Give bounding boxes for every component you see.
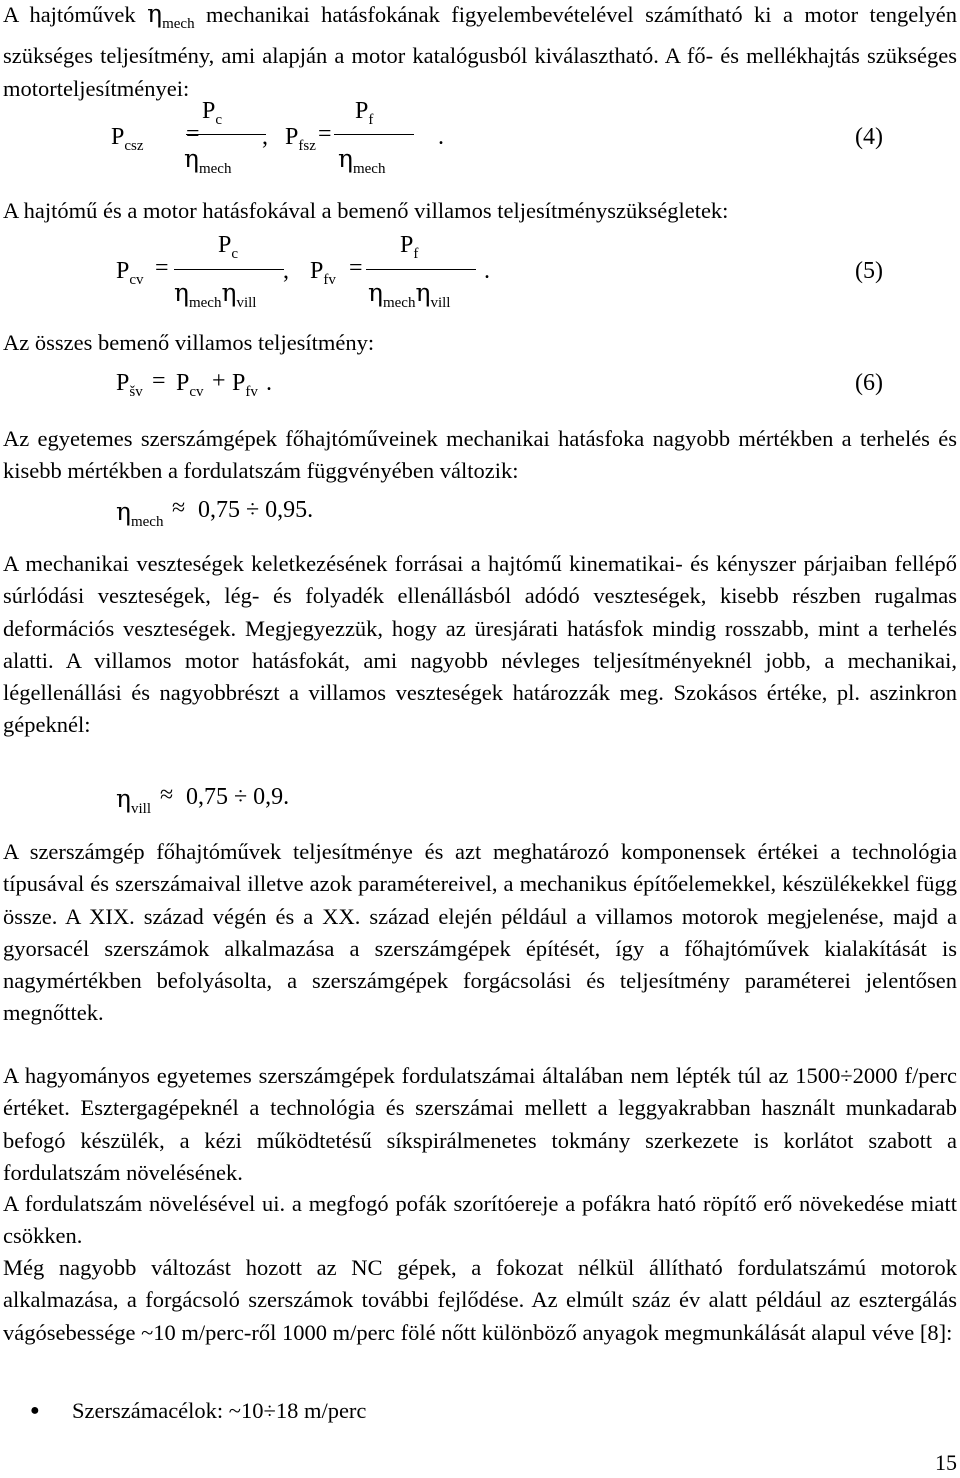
paragraph-main-drive-power: A szerszámgép főhajtóművek teljesítménye és azt meghatározó komponensek értékei a technológia típusával és szerszámaival illetve azok paramétereivel, a mechanikus építőelemekkel, készülékekkel függ össze. A XIX. század végén és a XX. század elején például a villamos motorok megjelenése, majd a gyorsacél szerszámok alkalmazása a szerszámgépek építését, így a főhajtóművek kialakítását is nagymértékben befolyásolta, a szerszámgépek forgácsolási és teljesítmény paraméterei jelentősen megnőttek. <box>3 839 957 1026</box>
paragraph-spindle-speeds: A hagyományos egyetemes szerszámgépek fordulatszámai általában nem lépték túl az 1500÷2000 f/perc értéket. Esztergagépeknél a technológia és szerszámai mellett a leggyakrabban használt munkadarab befogó készülék, a kézi működtetésű síkspirálmenetes tokmány szerkezete is korlátot szabott a fordulatszám növelésének. <box>3 1063 957 1185</box>
paragraph-universal-machines: Az egyetemes szerszámgépek főhajtóműveinek mechanikai hatásfoka nagyobb mértékben a terhelés és kisebb mértékben a fordulatszám függvényében változik: <box>3 426 957 484</box>
paragraph-input-power: A hajtómű és a motor hatásfokával a bemenő villamos teljesítményszükségletek: <box>3 198 729 223</box>
page-number: 15 <box>935 1450 957 1475</box>
equation-number-6: (6) <box>855 370 883 396</box>
paragraph-mechanical-losses: A mechanikai veszteségek keletkezésének forrásai a hajtómű kinematikai- és kényszer párjaiban fellépő súrlódási veszteségek, lég- és folyadék ellenállásból adódó veszteségek, kisebb részben rugalmas deformációs veszteségek. Megjegyezzük, hogy az üresjárati hatásfok mindig rosszabb, mint a terhelés alatti. A villamos motor hatásfokát, ami nagyobb névleges teljesítményeknél jobb, a mechanikai, légellenállási és nagyobbrészt a villamos veszteségek határozzák meg. Szokásos értéke, pl. aszinkron gépeknél: <box>3 551 957 738</box>
paragraph-nc-machines: Még nagyobb változást hozott az NC gépek, a fokozat nélkül állítható fordulatszámú motorok alkalmazása, a forgácsoló szerszámok további fejlődése. Az elmúlt száz év alatt például az esztergálás vágósebessége ~10 m/perc-ről 1000 m/perc fölé nőtt különböző anyagok megmunkálását alapul véve [8]: <box>3 1255 957 1345</box>
paragraph-intro: A hajtóművek $\eta_{mech}$ mechanikai hatásfokának figyelembevételével számítható ki a motor tengelyén szükséges teljesítmény, ami alapján a motor katalógusból kiválasztható. A fő- és mellékhajtás szükséges motorteljesítményei: <box>3 0 958 101</box>
document-page: A hajtóművek $\eta_{mech}$ mechanikai hatásfokának figyelembevételével számítható ki a motor tengelyén szükséges teljesítmény, ami alapján a motor katalógusból kiválasztható. A fő- és mellékhajtás szükséges motorteljesítményei: $P_{csz}$ = $P_c$ $\eta_{mech}$ , $P_{fsz}$ = $P_f$ $\eta_{mech}$ . (4) A hajtómű és a motor hatásfokával a bemenő villamos teljesítményszükségletek: $P_{cv}$ = $P_c$ $\eta_{mech}\eta_{vill}$ , $P_{fv}$ = $P_f$ $\eta_{mech}\eta_{vill}$ . (5) Az összes bemenő villamos teljesítmény: $P_{šv}$ = $P_{cv}$ + $P_{fv}$ . (6) Az egyetemes szerszámgépek főhajtóműveinek mechanikai hatásfoka nagyobb mértékben a terhelés és kisebb mértékben a fordulatszám függvényében változik: $\eta_{mech}$ ≈ 0,75 ÷ 0,95. A mechanikai veszteségek keletkezésének forrásai a hajtómű kinematikai- és kényszer párjaiban fellépő súrlódási veszteségek, lég- és folyadék ellenállásból adódó veszteségek, kisebb részben rugalmas deformációs veszteségek. Megjegyezzük, hogy az üresjárati hatásfok mindig rosszabb, mint a terhelés alatti. A villamos motor hatásfokát, ami nagyobb névleges teljesítményeknél jobb, a mechanikai, légellenállási és nagyobbrészt a villamos veszteségek határozzák meg. Szokásos értéke, pl. aszinkron gépeknél: $\eta_{vill}$ ≈ 0,75 ÷ 0,9. A szerszámgép főhajtóművek teljesítménye és azt meghatározó komponensek értékei a technológia típusával és szerszámaival illetve azok paramétereivel, a mechanikus építőelemekkel, készülékekkel függ össze. A XIX. század végén és a XX. század elején például a villamos motorok megjelenése, majd a gyorsacél szerszámok alkalmazása a szerszámgépek építését, így a főhajtóművek kialakítását is nagymértékben befolyásolta, a szerszámgépek forgácsolási és teljesítmény paraméterei jelentősen megnőttek. A hagyományos egyetemes szerszámgépek fordulatszámai általában nem lépték túl az 1500÷2000 f/perc értéket. Esztergagépeknél a technológia és szerszámai mellett a leggyakrabban használt munkadarab befogó készülék, a kézi működtetésű síkspirálmenetes tokmány szerkezete is korlátot szabott a fordulatszám növelésének. A fordulatszám növelésével ui. a megfogó pofák szorítóereje a pofákra ható röpítő erő növekedése miatt csökken. Még nagyobb változást hozott az NC gépek, a fokozat nélkül állítható fordulatszámú motorok alkalmazása, a forgácsoló szerszámok további fejlődése. Az elmúlt száz év alatt például az esztergálás vágósebessége ~10 m/perc-ről 1000 m/perc fölé nőtt különböző anyagok megmunkálását alapul véve [8]: ● Szerszámacélok: ~10÷18 m/perc 15 <box>3 0 958 1475</box>
equation-number-4: (4) <box>855 124 883 150</box>
bullet-icon: ● <box>30 1402 40 1419</box>
paragraph-chuck-force: A fordulatszám növelésével ui. a megfogó pofák szorítóereje a pofákra ható röpítő erő növekedése miatt csökken. <box>3 1191 957 1249</box>
equation-number-5: (5) <box>855 258 883 284</box>
paragraph-total-input: Az összes bemenő villamos teljesítmény: <box>3 330 375 355</box>
